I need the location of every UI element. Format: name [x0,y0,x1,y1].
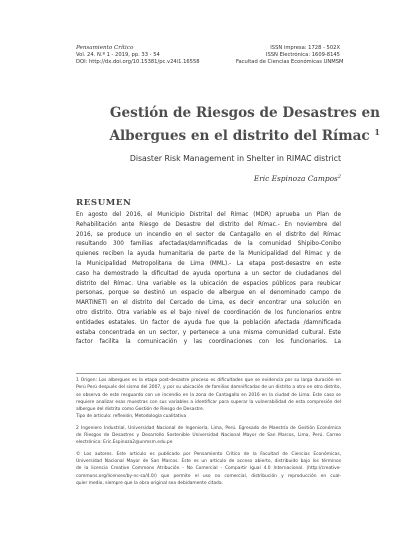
faculty-name: Facultad de Ciencias Económicas UNMSM [236,59,344,66]
abstract-line: estaba concentrada en un sector, y pertenece a una misma comunidad cultural. Este [76,329,341,336]
journal-doi[interactable]: DOI: http://dx.doi.org/10.15381/pc.v24i1.16558 [76,59,200,66]
footnotes [76,377,341,491]
abstract-line: personas, porque se destinó un espacio de albergue en el denominado campo de [76,290,341,297]
article-title [60,104,380,146]
title-line-1: Gestión de Riesgos de Desastres en [109,105,380,121]
footnote-line: albergue del distrito como Gestión de Riesgo de Desastre. [76,407,205,413]
abstract-line: MARTINETI en el distrito del Cercado de Lima, es decir encontrar una solución en [76,300,341,307]
abstract-line: quienes reciben la ayuda humanitaria de parte de la Municipalidad del Rímac y de [76,251,341,258]
author-footnote-marker[interactable]: 2 [337,174,341,180]
abstract-line: En agosto del 2016, el Municipio Distrital del Rímac (MDR) aprueba un Plan de [76,212,341,218]
abstract-line: Rehabilitación ante Riesgo de Desastre del distrito del Rímac.- En noviembre del [76,221,341,228]
author-name [200,172,341,184]
footnote-line: Tipo de artículo: reflexión, Metodología cualitativa [76,414,187,420]
title-line-2 [60,123,380,146]
footnote-line: 1 Origen: Los albergues es la etapa post-desastre proceso es dificultades que se evidencia por su larga duración en [76,378,341,383]
abstract-body [76,211,341,348]
footnote-2 [76,425,341,447]
abstract-line: distrito del Rímac. Una variable es la ubicación de espacios públicos para reubicar [76,280,341,287]
footnote-email[interactable]: electrónico: Eric.Espinoza2@unmsm.edu.pe [76,440,173,446]
issn-electronic: ISSN Electrónica: 1609-8145 [265,52,340,59]
abstract-line: la Municipalidad Metropolitana de Lima (MML).- La etapa post-desastre en este [76,260,341,267]
title-line-2-text: Albergues en el distrito del Rímac [109,128,370,144]
issn-print: ISSN impresa: 1728 - 502X [270,45,340,51]
abstract-line: 2016, se produce un incendio en el sector de Cantagallo en el distrito del Rímac [76,231,341,238]
journal-header-left [76,45,236,67]
journal-volume: Vol. 24. N.º 1 - 2019, pp. 33 - 54 [76,52,160,59]
title-footnote-marker[interactable]: 1 [374,127,380,137]
footnote-line: Universidad Nacional Mayor de San Marcos. Este es un artículo de acceso abierto, distribuido bajo los términos [76,458,341,464]
abstract-line: resultando 300 familias afectadas/damnificadas de la comunidad Shipibo-Conibo [76,241,341,248]
footnote-line: Perú Perú después del sismo del 2007, y por su ubicación de familias damnificadas de un distrito a otro en otro distrito, [76,385,341,391]
author-name-text: Eric Espinoza Campos [253,174,338,183]
article-subtitle-english: Disaster Risk Management in Shelter in RIMAC district [129,154,341,163]
footnote-line: requiere analizar esas muestras con sus variables a identificar para superar la vulnerabilidad de esta compresión del [76,399,341,405]
abstract-line: factor facilita la comunicación y las coordinaciones con los funcionarios. La [76,339,341,346]
journal-header-right [236,45,344,67]
license-link-line[interactable]: commons.org/licenses/by-nc-sa/4.0/) que permite el uso no comercial, distribución y reproducción en cual- [76,473,341,479]
footnote-divider [76,373,341,374]
abstract-heading: RESUMEN [76,198,132,208]
footnote-1 [76,377,341,421]
journal-name: Pensamiento Crítico [76,45,134,51]
footnote-line: quier medio, siempre que la obra original sea debidamente citada. [76,480,223,486]
abstract-line: otro distrito. Otra variable es el bajo nivel de coordinación de los funcionarios entre [76,309,341,316]
footnote-line: de la licencia Creative Commons Atribución - No Comercial - Compartir Igual 4.0 Internacional. (http://creative- [76,466,341,472]
footnote-line: © Los autores. Este artículo es publicado por Pensamiento Crítico de la Facultad de Ciencias Económicas, [76,451,341,457]
footnote-line: de Riesgos de Desastres y Desarrollo Sostenible Universidad Nacional Mayor de San Marcos, Lima, Perú. Correo [76,433,341,439]
footnote-line: se observa de este resguardo con un incendio en la zona de Cantagallo en 2016 en la ciudad de Lima. Este caso se [76,392,341,398]
license-note [76,451,341,487]
footnote-line: 2 Ingeniero Industrial, Universidad Nacional de Ingeniería, Lima, Perú. Egresado de Maestría de Gestión Económica [76,425,341,431]
abstract-line: caso ha demostrado la dificultad de ayuda oportuna a un sector de ciudadanos del [76,270,341,277]
abstract-line: entidades estatales. Un factor de ayuda fue que la población afectada /damnificada [76,319,341,326]
